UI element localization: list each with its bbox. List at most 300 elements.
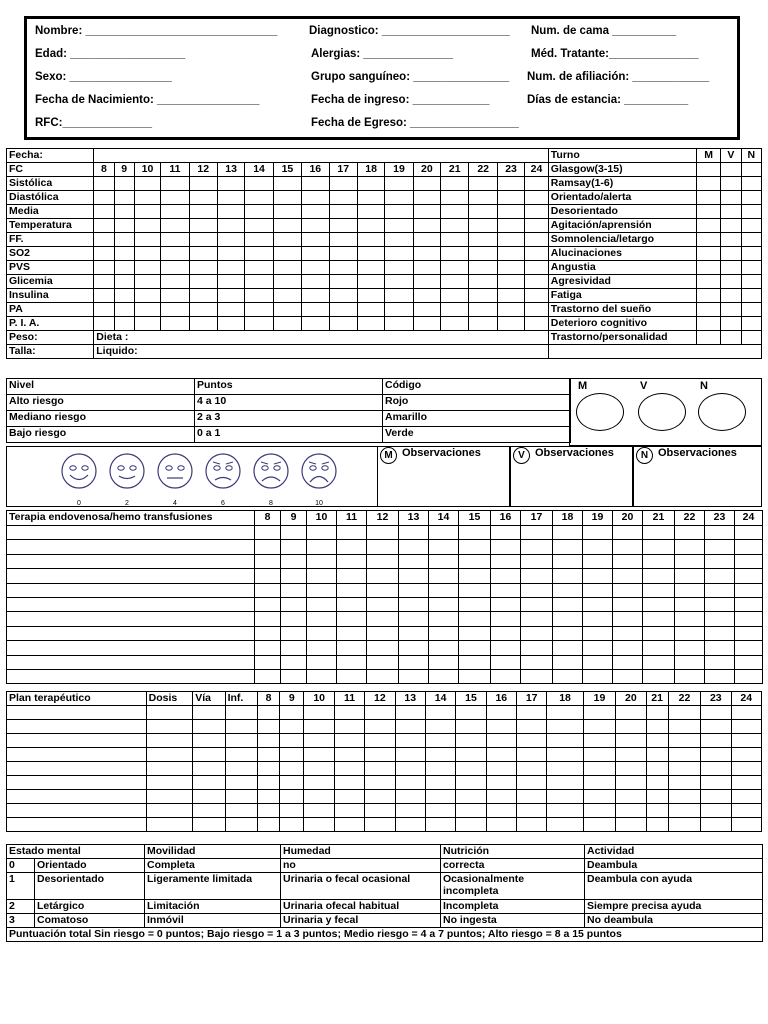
plan-cell[interactable]: [365, 804, 395, 818]
plan-cell[interactable]: [225, 706, 257, 720]
therapy-cell[interactable]: [459, 612, 491, 626]
edad-field[interactable]: Edad: __________________: [35, 48, 186, 60]
therapy-cell[interactable]: [521, 669, 553, 683]
neuro-cell[interactable]: [721, 233, 741, 247]
therapy-cell[interactable]: [491, 655, 521, 669]
therapy-cell[interactable]: [367, 669, 399, 683]
neuro-cell[interactable]: [721, 331, 741, 345]
therapy-cell[interactable]: [675, 641, 705, 655]
plan-cell[interactable]: [365, 706, 395, 720]
plan-cell[interactable]: [225, 776, 257, 790]
therapy-cell[interactable]: [613, 583, 643, 597]
plan-cell[interactable]: [547, 734, 583, 748]
therapy-cell[interactable]: [281, 583, 307, 597]
therapy-cell[interactable]: [367, 597, 399, 611]
therapy-cell[interactable]: [491, 569, 521, 583]
therapy-cell[interactable]: [367, 540, 399, 554]
plan-cell[interactable]: [395, 748, 425, 762]
therapy-cell[interactable]: [337, 669, 367, 683]
plan-cell[interactable]: [334, 804, 364, 818]
therapy-entry[interactable]: [7, 540, 255, 554]
therapy-cell[interactable]: [491, 626, 521, 640]
plan-cell[interactable]: [701, 706, 731, 720]
therapy-cell[interactable]: [367, 554, 399, 568]
plan-cell[interactable]: [280, 804, 304, 818]
neuro-cell[interactable]: [741, 205, 761, 219]
neuro-cell[interactable]: [696, 191, 720, 205]
plan-cell[interactable]: [280, 748, 304, 762]
vital-cell[interactable]: [469, 191, 497, 205]
plan-cell[interactable]: [7, 776, 147, 790]
vital-cell[interactable]: [302, 219, 329, 233]
vital-cell[interactable]: [189, 303, 217, 317]
plan-cell[interactable]: [668, 706, 700, 720]
plan-cell[interactable]: [193, 818, 225, 832]
num-cama-field[interactable]: Num. de cama __________: [531, 25, 677, 37]
therapy-cell[interactable]: [399, 569, 429, 583]
plan-cell[interactable]: [257, 776, 279, 790]
vital-cell[interactable]: [161, 219, 189, 233]
therapy-entry[interactable]: [7, 626, 255, 640]
vital-cell[interactable]: [469, 247, 497, 261]
vital-cell[interactable]: [525, 233, 549, 247]
therapy-cell[interactable]: [613, 526, 643, 540]
plan-cell[interactable]: [280, 720, 304, 734]
vital-cell[interactable]: [385, 205, 413, 219]
therapy-cell[interactable]: [735, 583, 763, 597]
plan-cell[interactable]: [334, 776, 364, 790]
plan-cell[interactable]: [583, 776, 615, 790]
vital-cell[interactable]: [441, 247, 469, 261]
plan-cell[interactable]: [456, 790, 486, 804]
therapy-entry[interactable]: [7, 554, 255, 568]
plan-cell[interactable]: [304, 804, 334, 818]
therapy-cell[interactable]: [337, 641, 367, 655]
plan-cell[interactable]: [425, 748, 455, 762]
therapy-cell[interactable]: [429, 540, 459, 554]
neuro-cell[interactable]: [721, 303, 741, 317]
vital-cell[interactable]: [357, 191, 384, 205]
plan-cell[interactable]: [365, 720, 395, 734]
vital-cell[interactable]: [441, 233, 469, 247]
neuro-cell[interactable]: [741, 275, 761, 289]
therapy-cell[interactable]: [613, 669, 643, 683]
vital-cell[interactable]: [189, 177, 217, 191]
vital-cell[interactable]: [114, 191, 134, 205]
therapy-cell[interactable]: [553, 583, 583, 597]
vital-cell[interactable]: [525, 247, 549, 261]
vital-cell[interactable]: [302, 289, 329, 303]
therapy-cell[interactable]: [613, 641, 643, 655]
plan-cell[interactable]: [334, 790, 364, 804]
therapy-cell[interactable]: [705, 526, 735, 540]
vital-cell[interactable]: [525, 205, 549, 219]
therapy-cell[interactable]: [459, 655, 491, 669]
plan-cell[interactable]: [7, 762, 147, 776]
plan-cell[interactable]: [731, 804, 762, 818]
vital-cell[interactable]: [385, 247, 413, 261]
plan-cell[interactable]: [395, 776, 425, 790]
plan-cell[interactable]: [257, 818, 279, 832]
vital-cell[interactable]: [441, 275, 469, 289]
therapy-cell[interactable]: [675, 569, 705, 583]
therapy-cell[interactable]: [429, 569, 459, 583]
neuro-cell[interactable]: [696, 317, 720, 331]
plan-cell[interactable]: [701, 762, 731, 776]
vital-cell[interactable]: [114, 205, 134, 219]
neuro-cell[interactable]: [721, 191, 741, 205]
plan-cell[interactable]: [701, 720, 731, 734]
therapy-cell[interactable]: [281, 669, 307, 683]
therapy-cell[interactable]: [281, 612, 307, 626]
therapy-cell[interactable]: [613, 655, 643, 669]
vital-cell[interactable]: [134, 219, 160, 233]
vital-cell[interactable]: [497, 261, 524, 275]
risk-circle-v[interactable]: [638, 393, 686, 431]
therapy-cell[interactable]: [429, 669, 459, 683]
vital-cell[interactable]: [161, 191, 189, 205]
dias-estancia-field[interactable]: Días de estancia: __________: [527, 94, 689, 106]
therapy-cell[interactable]: [337, 612, 367, 626]
neuro-cell[interactable]: [741, 317, 761, 331]
therapy-cell[interactable]: [705, 626, 735, 640]
afiliacion-field[interactable]: Num. de afiliación: ____________: [527, 71, 710, 83]
therapy-cell[interactable]: [613, 597, 643, 611]
vital-cell[interactable]: [134, 275, 160, 289]
vital-cell[interactable]: [161, 303, 189, 317]
plan-cell[interactable]: [486, 720, 516, 734]
therapy-cell[interactable]: [553, 641, 583, 655]
vital-cell[interactable]: [217, 233, 244, 247]
vital-cell[interactable]: [441, 219, 469, 233]
neuro-cell[interactable]: [721, 275, 741, 289]
plan-cell[interactable]: [646, 762, 668, 776]
vital-cell[interactable]: [217, 289, 244, 303]
plan-cell[interactable]: [193, 706, 225, 720]
therapy-cell[interactable]: [553, 569, 583, 583]
vital-cell[interactable]: [329, 289, 357, 303]
therapy-cell[interactable]: [429, 597, 459, 611]
vital-cell[interactable]: [189, 205, 217, 219]
plan-cell[interactable]: [547, 804, 583, 818]
vital-cell[interactable]: [94, 177, 114, 191]
therapy-cell[interactable]: [429, 641, 459, 655]
vital-cell[interactable]: [469, 205, 497, 219]
vital-cell[interactable]: [302, 303, 329, 317]
vital-cell[interactable]: [114, 289, 134, 303]
neuro-cell[interactable]: [721, 289, 741, 303]
therapy-cell[interactable]: [521, 583, 553, 597]
therapy-cell[interactable]: [337, 526, 367, 540]
vital-cell[interactable]: [469, 317, 497, 331]
therapy-cell[interactable]: [521, 641, 553, 655]
neuro-cell[interactable]: [696, 289, 720, 303]
therapy-cell[interactable]: [491, 540, 521, 554]
therapy-cell[interactable]: [735, 597, 763, 611]
plan-cell[interactable]: [365, 776, 395, 790]
plan-cell[interactable]: [646, 790, 668, 804]
plan-cell[interactable]: [304, 790, 334, 804]
therapy-cell[interactable]: [367, 583, 399, 597]
vital-cell[interactable]: [94, 219, 114, 233]
vital-cell[interactable]: [94, 303, 114, 317]
plan-cell[interactable]: [668, 818, 700, 832]
vital-cell[interactable]: [385, 219, 413, 233]
therapy-cell[interactable]: [643, 569, 675, 583]
plan-cell[interactable]: [425, 804, 455, 818]
plan-cell[interactable]: [731, 706, 762, 720]
therapy-cell[interactable]: [307, 554, 337, 568]
plan-cell[interactable]: [7, 734, 147, 748]
plan-cell[interactable]: [616, 804, 646, 818]
plan-cell[interactable]: [193, 748, 225, 762]
vital-cell[interactable]: [469, 275, 497, 289]
observations-box-m[interactable]: [377, 446, 510, 507]
plan-cell[interactable]: [193, 762, 225, 776]
vital-cell[interactable]: [217, 247, 244, 261]
observations-box-v[interactable]: [510, 446, 633, 507]
therapy-cell[interactable]: [337, 569, 367, 583]
neuro-cell[interactable]: [696, 331, 720, 345]
plan-cell[interactable]: [365, 790, 395, 804]
vital-cell[interactable]: [94, 317, 114, 331]
therapy-cell[interactable]: [399, 554, 429, 568]
plan-cell[interactable]: [668, 734, 700, 748]
plan-cell[interactable]: [731, 748, 762, 762]
plan-cell[interactable]: [280, 818, 304, 832]
therapy-cell[interactable]: [491, 597, 521, 611]
plan-cell[interactable]: [616, 734, 646, 748]
vital-cell[interactable]: [134, 303, 160, 317]
therapy-cell[interactable]: [255, 540, 281, 554]
plan-cell[interactable]: [646, 734, 668, 748]
neuro-cell[interactable]: [696, 233, 720, 247]
therapy-cell[interactable]: [583, 669, 613, 683]
vital-cell[interactable]: [329, 317, 357, 331]
vital-cell[interactable]: [273, 177, 301, 191]
therapy-entry[interactable]: [7, 569, 255, 583]
vital-cell[interactable]: [273, 205, 301, 219]
plan-cell[interactable]: [425, 706, 455, 720]
therapy-cell[interactable]: [255, 626, 281, 640]
vital-cell[interactable]: [525, 177, 549, 191]
vital-cell[interactable]: [245, 317, 273, 331]
plan-cell[interactable]: [517, 748, 547, 762]
therapy-cell[interactable]: [521, 626, 553, 640]
vital-cell[interactable]: [217, 205, 244, 219]
therapy-cell[interactable]: [735, 655, 763, 669]
therapy-cell[interactable]: [307, 540, 337, 554]
plan-cell[interactable]: [225, 720, 257, 734]
therapy-entry[interactable]: [7, 641, 255, 655]
vital-cell[interactable]: [161, 247, 189, 261]
vital-cell[interactable]: [357, 219, 384, 233]
plan-cell[interactable]: [280, 706, 304, 720]
neuro-cell[interactable]: [741, 289, 761, 303]
vital-cell[interactable]: [217, 191, 244, 205]
vital-cell[interactable]: [245, 177, 273, 191]
therapy-cell[interactable]: [255, 641, 281, 655]
plan-cell[interactable]: [616, 720, 646, 734]
plan-cell[interactable]: [425, 720, 455, 734]
vital-cell[interactable]: [441, 177, 469, 191]
neuro-cell[interactable]: [721, 247, 741, 261]
vital-cell[interactable]: [357, 261, 384, 275]
plan-cell[interactable]: [616, 790, 646, 804]
vital-cell[interactable]: [114, 247, 134, 261]
plan-cell[interactable]: [668, 776, 700, 790]
plan-cell[interactable]: [701, 818, 731, 832]
vital-cell[interactable]: [134, 261, 160, 275]
vital-cell[interactable]: [497, 317, 524, 331]
plan-cell[interactable]: [668, 804, 700, 818]
therapy-cell[interactable]: [583, 554, 613, 568]
plan-cell[interactable]: [486, 734, 516, 748]
therapy-cell[interactable]: [491, 583, 521, 597]
vital-cell[interactable]: [441, 191, 469, 205]
vital-cell[interactable]: [413, 317, 440, 331]
therapy-cell[interactable]: [491, 554, 521, 568]
therapy-cell[interactable]: [307, 655, 337, 669]
plan-cell[interactable]: [517, 776, 547, 790]
vital-cell[interactable]: [302, 177, 329, 191]
therapy-cell[interactable]: [553, 597, 583, 611]
vital-cell[interactable]: [413, 247, 440, 261]
plan-cell[interactable]: [334, 734, 364, 748]
vital-cell[interactable]: [134, 317, 160, 331]
therapy-cell[interactable]: [675, 612, 705, 626]
plan-cell[interactable]: [146, 762, 193, 776]
dieta-field[interactable]: Dieta :: [94, 331, 549, 345]
vital-cell[interactable]: [161, 261, 189, 275]
therapy-cell[interactable]: [281, 597, 307, 611]
therapy-cell[interactable]: [255, 655, 281, 669]
vital-cell[interactable]: [413, 303, 440, 317]
fecha-nacimiento-field[interactable]: Fecha de Nacimiento: ________________: [35, 94, 260, 106]
plan-cell[interactable]: [583, 818, 615, 832]
vital-cell[interactable]: [94, 261, 114, 275]
therapy-cell[interactable]: [521, 540, 553, 554]
therapy-cell[interactable]: [643, 669, 675, 683]
vital-cell[interactable]: [114, 219, 134, 233]
vital-cell[interactable]: [217, 275, 244, 289]
therapy-entry[interactable]: [7, 612, 255, 626]
plan-cell[interactable]: [517, 804, 547, 818]
therapy-cell[interactable]: [459, 583, 491, 597]
vital-cell[interactable]: [189, 289, 217, 303]
therapy-cell[interactable]: [281, 540, 307, 554]
vital-cell[interactable]: [302, 247, 329, 261]
vital-cell[interactable]: [94, 233, 114, 247]
vital-cell[interactable]: [273, 289, 301, 303]
therapy-cell[interactable]: [281, 655, 307, 669]
therapy-cell[interactable]: [367, 569, 399, 583]
therapy-cell[interactable]: [459, 669, 491, 683]
vital-cell[interactable]: [134, 289, 160, 303]
neuro-cell[interactable]: [741, 177, 761, 191]
vital-cell[interactable]: [245, 275, 273, 289]
therapy-cell[interactable]: [735, 569, 763, 583]
plan-cell[interactable]: [193, 776, 225, 790]
vital-cell[interactable]: [385, 275, 413, 289]
therapy-cell[interactable]: [337, 554, 367, 568]
vital-cell[interactable]: [134, 233, 160, 247]
therapy-cell[interactable]: [553, 526, 583, 540]
plan-cell[interactable]: [193, 734, 225, 748]
plan-cell[interactable]: [547, 720, 583, 734]
neuro-cell[interactable]: [741, 233, 761, 247]
plan-cell[interactable]: [616, 706, 646, 720]
plan-cell[interactable]: [280, 734, 304, 748]
plan-cell[interactable]: [225, 748, 257, 762]
vital-cell[interactable]: [302, 205, 329, 219]
vital-cell[interactable]: [469, 289, 497, 303]
grupo-sanguineo-field[interactable]: Grupo sanguíneo: _______________: [311, 71, 510, 83]
plan-cell[interactable]: [193, 804, 225, 818]
vital-cell[interactable]: [525, 219, 549, 233]
vital-cell[interactable]: [385, 177, 413, 191]
therapy-cell[interactable]: [643, 526, 675, 540]
plan-cell[interactable]: [146, 776, 193, 790]
nombre-field[interactable]: Nombre: ______________________________: [35, 25, 278, 37]
neuro-cell[interactable]: [741, 261, 761, 275]
med-tratante-field[interactable]: Méd. Tratante:______________: [531, 48, 699, 60]
plan-cell[interactable]: [583, 762, 615, 776]
plan-cell[interactable]: [731, 776, 762, 790]
therapy-entry[interactable]: [7, 583, 255, 597]
therapy-cell[interactable]: [675, 526, 705, 540]
plan-cell[interactable]: [304, 776, 334, 790]
plan-cell[interactable]: [701, 790, 731, 804]
plan-cell[interactable]: [616, 748, 646, 762]
plan-cell[interactable]: [365, 762, 395, 776]
vital-cell[interactable]: [302, 275, 329, 289]
vital-cell[interactable]: [273, 219, 301, 233]
plan-cell[interactable]: [395, 734, 425, 748]
neuro-cell[interactable]: [696, 275, 720, 289]
therapy-cell[interactable]: [705, 597, 735, 611]
plan-cell[interactable]: [365, 748, 395, 762]
therapy-cell[interactable]: [429, 554, 459, 568]
plan-cell[interactable]: [334, 748, 364, 762]
therapy-cell[interactable]: [643, 626, 675, 640]
plan-cell[interactable]: [486, 762, 516, 776]
vital-cell[interactable]: [94, 191, 114, 205]
plan-cell[interactable]: [365, 734, 395, 748]
plan-cell[interactable]: [225, 790, 257, 804]
vital-cell[interactable]: [114, 233, 134, 247]
plan-cell[interactable]: [456, 762, 486, 776]
vital-cell[interactable]: [161, 317, 189, 331]
plan-cell[interactable]: [7, 706, 147, 720]
vital-cell[interactable]: [497, 205, 524, 219]
therapy-cell[interactable]: [429, 655, 459, 669]
vital-cell[interactable]: [357, 303, 384, 317]
plan-cell[interactable]: [646, 706, 668, 720]
therapy-cell[interactable]: [583, 526, 613, 540]
therapy-cell[interactable]: [255, 612, 281, 626]
therapy-cell[interactable]: [399, 612, 429, 626]
therapy-cell[interactable]: [459, 641, 491, 655]
plan-cell[interactable]: [486, 818, 516, 832]
therapy-cell[interactable]: [643, 554, 675, 568]
therapy-cell[interactable]: [583, 612, 613, 626]
vital-cell[interactable]: [189, 233, 217, 247]
plan-cell[interactable]: [7, 818, 147, 832]
therapy-cell[interactable]: [705, 669, 735, 683]
plan-cell[interactable]: [425, 762, 455, 776]
plan-cell[interactable]: [395, 790, 425, 804]
